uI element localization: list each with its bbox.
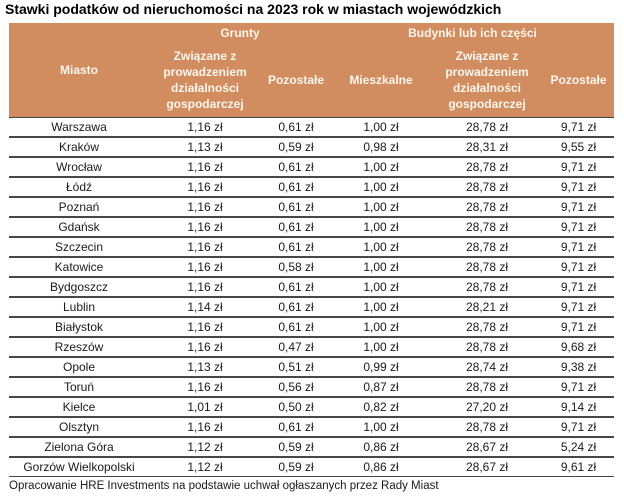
table-row xyxy=(9,377,614,397)
group-header-grunty: Grunty xyxy=(149,23,331,43)
table-row xyxy=(9,117,614,137)
value-cell: 0,86 zł xyxy=(331,457,431,477)
group-header-budynki: Budynki lub ich części xyxy=(331,23,614,43)
value-cell: 0,50 zł xyxy=(261,397,331,417)
value-cell: 9,71 zł xyxy=(543,417,614,437)
column-header-grunty-other: Pozostałe xyxy=(261,43,331,117)
value-cell: 28,78 zł xyxy=(431,377,543,397)
column-header-buildings-business: Związane z prowadzeniem działalności gospodarczej xyxy=(431,43,543,117)
page-title: Stawki podatków od nieruchomości na 2023 rok w miastach wojewódzkich xyxy=(5,1,502,17)
column-header-residential: Mieszkalne xyxy=(331,43,431,117)
source-note: Opracowanie HRE Investments na podstawie uchwał ogłaszanych przez Rady Miast xyxy=(9,480,439,492)
value-cell: 0,61 zł xyxy=(261,217,331,237)
column-header-grunty-business: Związane z prowadzeniem działalności gospodarczej xyxy=(149,43,261,117)
value-cell: 1,16 zł xyxy=(149,417,261,437)
value-cell: 28,78 zł xyxy=(431,337,543,357)
value-cell: 1,16 zł xyxy=(149,317,261,337)
value-cell: 0,56 zł xyxy=(261,377,331,397)
value-cell: 28,78 zł xyxy=(431,257,543,277)
value-cell: 0,59 zł xyxy=(261,437,331,457)
value-cell: 0,59 zł xyxy=(261,137,331,157)
value-cell: 9,71 zł xyxy=(543,177,614,197)
value-cell: 1,12 zł xyxy=(149,437,261,457)
value-cell: 9,71 zł xyxy=(543,257,614,277)
value-cell: 0,59 zł xyxy=(261,457,331,477)
group-header-row xyxy=(9,23,614,43)
city-cell: Białystok xyxy=(9,317,149,337)
value-cell: 9,71 zł xyxy=(543,117,614,137)
table-row xyxy=(9,437,614,457)
value-cell: 1,13 zł xyxy=(149,137,261,157)
value-cell: 5,24 zł xyxy=(543,437,614,457)
value-cell: 1,00 zł xyxy=(331,157,431,177)
table-row xyxy=(9,357,614,377)
table-row xyxy=(9,237,614,257)
value-cell: 1,16 zł xyxy=(149,217,261,237)
city-cell: Gdańsk xyxy=(9,217,149,237)
city-cell: Bydgoszcz xyxy=(9,277,149,297)
table-row xyxy=(9,257,614,277)
city-cell: Warszawa xyxy=(9,117,149,137)
value-cell: 1,16 zł xyxy=(149,177,261,197)
value-cell: 28,78 zł xyxy=(431,277,543,297)
value-cell: 0,82 zł xyxy=(331,397,431,417)
table-row xyxy=(9,417,614,437)
value-cell: 0,61 zł xyxy=(261,177,331,197)
value-cell: 9,71 zł xyxy=(543,377,614,397)
value-cell: 1,00 zł xyxy=(331,257,431,277)
value-cell: 1,00 zł xyxy=(331,337,431,357)
value-cell: 0,61 zł xyxy=(261,157,331,177)
city-cell: Łódź xyxy=(9,177,149,197)
value-cell: 0,61 zł xyxy=(261,237,331,257)
value-cell: 1,16 zł xyxy=(149,237,261,257)
value-cell: 1,14 zł xyxy=(149,297,261,317)
value-cell: 0,61 zł xyxy=(261,117,331,137)
value-cell: 28,78 zł xyxy=(431,157,543,177)
value-cell: 28,67 zł xyxy=(431,457,543,477)
value-cell: 1,16 zł xyxy=(149,257,261,277)
value-cell: 28,31 zł xyxy=(431,137,543,157)
city-cell: Olsztyn xyxy=(9,417,149,437)
value-cell: 28,78 zł xyxy=(431,237,543,257)
value-cell: 9,71 zł xyxy=(543,277,614,297)
value-cell: 28,78 zł xyxy=(431,217,543,237)
table-row xyxy=(9,177,614,197)
value-cell: 0,99 zł xyxy=(331,357,431,377)
value-cell: 9,71 zł xyxy=(543,217,614,237)
city-cell: Toruń xyxy=(9,377,149,397)
table-row xyxy=(9,277,614,297)
value-cell: 9,55 zł xyxy=(543,137,614,157)
value-cell: 1,00 zł xyxy=(331,197,431,217)
value-cell: 28,78 zł xyxy=(431,177,543,197)
city-cell: Kielce xyxy=(9,397,149,417)
value-cell: 9,71 zł xyxy=(543,297,614,317)
column-header-city: Miasto xyxy=(9,23,149,117)
city-cell: Opole xyxy=(9,357,149,377)
city-cell: Katowice xyxy=(9,257,149,277)
value-cell: 9,14 zł xyxy=(543,397,614,417)
city-cell: Szczecin xyxy=(9,237,149,257)
value-cell: 28,21 zł xyxy=(431,297,543,317)
value-cell: 0,58 zł xyxy=(261,257,331,277)
value-cell: 28,67 zł xyxy=(431,437,543,457)
value-cell: 27,20 zł xyxy=(431,397,543,417)
value-cell: 1,00 zł xyxy=(331,317,431,337)
value-cell: 1,16 zł xyxy=(149,157,261,177)
city-cell: Wrocław xyxy=(9,157,149,177)
value-cell: 1,12 zł xyxy=(149,457,261,477)
value-cell: 1,00 zł xyxy=(331,297,431,317)
value-cell: 9,71 zł xyxy=(543,317,614,337)
value-cell: 1,00 zł xyxy=(331,277,431,297)
value-cell: 28,78 zł xyxy=(431,317,543,337)
value-cell: 9,61 zł xyxy=(543,457,614,477)
value-cell: 0,86 zł xyxy=(331,437,431,457)
city-cell: Kraków xyxy=(9,137,149,157)
value-cell: 28,78 zł xyxy=(431,117,543,137)
value-cell: 28,78 zł xyxy=(431,417,543,437)
value-cell: 9,71 zł xyxy=(543,237,614,257)
value-cell: 1,01 zł xyxy=(149,397,261,417)
value-cell: 1,16 zł xyxy=(149,117,261,137)
city-cell: Zielona Góra xyxy=(9,437,149,457)
table-body xyxy=(9,117,614,477)
value-cell: 0,87 zł xyxy=(331,377,431,397)
value-cell: 1,00 zł xyxy=(331,417,431,437)
value-cell: 0,61 zł xyxy=(261,297,331,317)
value-cell: 9,38 zł xyxy=(543,357,614,377)
table-row xyxy=(9,137,614,157)
value-cell: 1,16 zł xyxy=(149,337,261,357)
city-cell: Rzeszów xyxy=(9,337,149,357)
value-cell: 0,61 zł xyxy=(261,417,331,437)
value-cell: 0,47 zł xyxy=(261,337,331,357)
table-row xyxy=(9,317,614,337)
value-cell: 1,00 zł xyxy=(331,177,431,197)
value-cell: 1,16 zł xyxy=(149,277,261,297)
table-row xyxy=(9,157,614,177)
city-cell: Poznań xyxy=(9,197,149,217)
table-row xyxy=(9,337,614,357)
column-header-buildings-other: Pozostałe xyxy=(543,43,614,117)
value-cell: 28,78 zł xyxy=(431,197,543,217)
value-cell: 9,71 zł xyxy=(543,197,614,217)
table-header xyxy=(9,23,614,117)
value-cell: 0,98 zł xyxy=(331,137,431,157)
table-row xyxy=(9,457,614,477)
value-cell: 1,13 zł xyxy=(149,357,261,377)
value-cell: 0,51 zł xyxy=(261,357,331,377)
value-cell: 1,00 zł xyxy=(331,217,431,237)
value-cell: 28,74 zł xyxy=(431,357,543,377)
value-cell: 9,71 zł xyxy=(543,157,614,177)
tax-rates-table xyxy=(9,23,614,477)
value-cell: 1,00 zł xyxy=(331,117,431,137)
value-cell: 0,61 zł xyxy=(261,317,331,337)
table-row xyxy=(9,397,614,417)
table-row xyxy=(9,297,614,317)
value-cell: 1,16 zł xyxy=(149,197,261,217)
city-cell: Lublin xyxy=(9,297,149,317)
table-row xyxy=(9,217,614,237)
value-cell: 0,61 zł xyxy=(261,197,331,217)
city-cell: Gorzów Wielkopolski xyxy=(9,457,149,477)
value-cell: 1,16 zł xyxy=(149,377,261,397)
value-cell: 9,68 zł xyxy=(543,337,614,357)
value-cell: 0,61 zł xyxy=(261,277,331,297)
value-cell: 1,00 zł xyxy=(331,237,431,257)
table-row xyxy=(9,197,614,217)
